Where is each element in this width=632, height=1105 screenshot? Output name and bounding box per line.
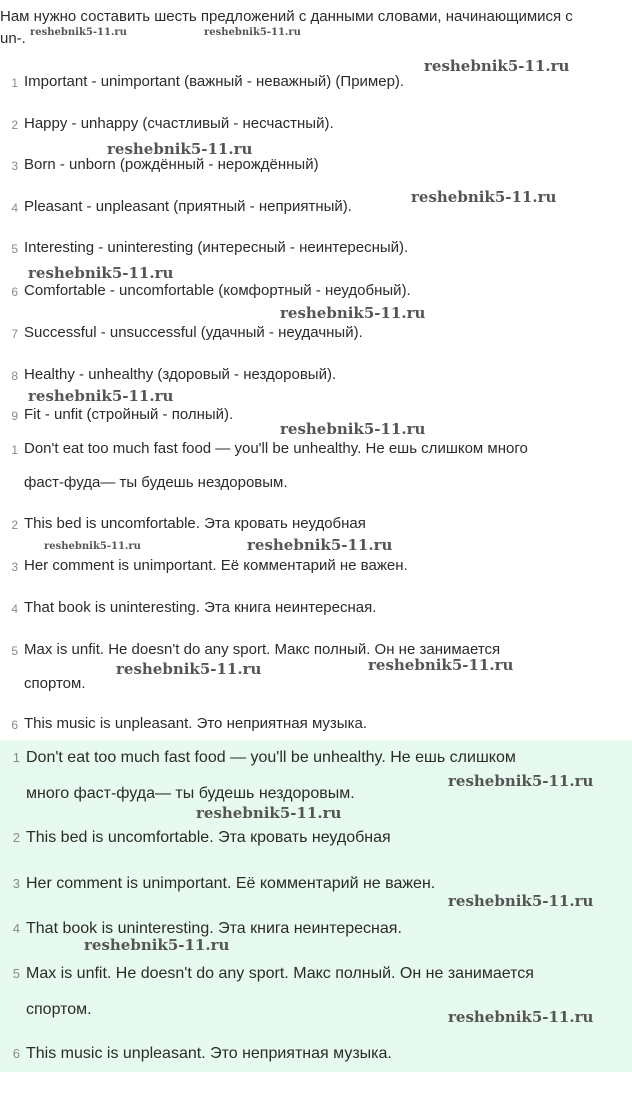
item-number: 1 xyxy=(12,750,20,765)
item-text: Her comment is unimportant. Её комментарий не важен. xyxy=(24,557,408,574)
item-number: 1 xyxy=(11,443,18,457)
watermark: reshebnik5-11.ru xyxy=(116,660,262,678)
item-text: Born - unborn (рождённый - нерождённый) xyxy=(24,156,319,173)
watermark: reshebnik5-11.ru xyxy=(448,772,594,790)
item-text: Happy - unhappy (счастливый - несчастный). xyxy=(24,115,334,132)
watermark: reshebnik5-11.ru xyxy=(30,27,127,38)
item-number: 5 xyxy=(12,966,20,981)
item-text: This music is unpleasant. Это неприятная музыка. xyxy=(24,715,367,732)
watermark: reshebnik5-11.ru xyxy=(28,264,174,282)
item-number: 4 xyxy=(11,201,18,215)
item-number: 9 xyxy=(11,409,18,423)
item-number: 4 xyxy=(12,921,20,936)
item-number: 3 xyxy=(11,560,18,574)
item-text: Her comment is unimportant. Её комментарий не важен. xyxy=(26,875,436,892)
item-text: Don't eat too much fast food — you'll be unhealthy. Не ешь слишком много xyxy=(24,440,528,457)
item-number: 2 xyxy=(11,118,18,132)
item-text: спортом. xyxy=(24,675,86,692)
item-text: Successful - unsuccessful (удачный - неудачный). xyxy=(24,324,363,341)
item-text: Comfortable - uncomfortable (комфортный - неудобный). xyxy=(24,282,411,299)
item-number: 6 xyxy=(11,285,18,299)
item-text: Max is unfit. He doesn't do any sport. Макс полный. Он не занимается xyxy=(24,641,501,658)
item-text: спортом. xyxy=(26,1001,92,1018)
watermark: reshebnik5-11.ru xyxy=(196,804,342,822)
item-text: много фаст-фуда— ты будешь нездоровым. xyxy=(26,785,355,802)
item-number: 4 xyxy=(11,602,18,616)
watermark: reshebnik5-11.ru xyxy=(448,892,594,910)
item-number: 3 xyxy=(12,876,20,891)
item-number: 6 xyxy=(11,718,18,732)
item-number: 2 xyxy=(12,830,20,845)
watermark: reshebnik5-11.ru xyxy=(424,57,570,75)
item-text: Healthy - unhealthy (здоровый - нездоровый). xyxy=(24,366,337,383)
item-text: That book is uninteresting. Эта книга неинтересная. xyxy=(26,920,402,937)
item-text: Interesting - uninteresting (интересный - неинтересный). xyxy=(24,239,409,256)
item-text: Fit - unfit (стройный - полный). xyxy=(24,406,234,423)
watermark: reshebnik5-11.ru xyxy=(28,387,174,405)
item-text: Important - unimportant (важный - неважный) (Пример). xyxy=(24,73,405,90)
item-text: This bed is uncomfortable. Эта кровать неудобная xyxy=(26,829,391,846)
item-number: 2 xyxy=(11,518,18,532)
watermark: reshebnik5-11.ru xyxy=(280,420,426,438)
intro-text: Нам нужно составить шесть предложений с данными словами, начинающимися с un-. xyxy=(0,8,573,47)
watermark: reshebnik5-11.ru xyxy=(280,304,426,322)
item-number: 8 xyxy=(11,369,18,383)
item-text: That book is uninteresting. Эта книга неинтересная. xyxy=(24,599,377,616)
item-text: Max is unfit. He doesn't do any sport. Макс полный. Он не занимается xyxy=(26,965,534,982)
item-number: 6 xyxy=(12,1046,20,1061)
item-text: Don't eat too much fast food — you'll be unhealthy. Не ешь слишком xyxy=(26,749,516,766)
item-text: This music is unpleasant. Это неприятная музыка. xyxy=(26,1045,392,1062)
item-text: фаст-фуда— ты будешь нездоровым. xyxy=(24,474,288,491)
watermark: reshebnik5-11.ru xyxy=(204,27,301,38)
watermark: reshebnik5-11.ru xyxy=(84,936,230,954)
item-text: Pleasant - unpleasant (приятный - неприятный). xyxy=(24,198,352,215)
item-number: 5 xyxy=(11,242,18,256)
watermark: reshebnik5-11.ru xyxy=(107,140,253,158)
watermark: reshebnik5-11.ru xyxy=(247,536,393,554)
watermark: reshebnik5-11.ru xyxy=(368,656,514,674)
item-number: 3 xyxy=(11,159,18,173)
watermark: reshebnik5-11.ru xyxy=(448,1008,594,1026)
item-number: 1 xyxy=(11,76,18,90)
watermark: reshebnik5-11.ru xyxy=(44,541,141,552)
item-text: This bed is uncomfortable. Эта кровать неудобная xyxy=(24,515,366,532)
item-number: 5 xyxy=(11,644,18,658)
watermark: reshebnik5-11.ru xyxy=(411,188,557,206)
item-number: 7 xyxy=(11,327,18,341)
